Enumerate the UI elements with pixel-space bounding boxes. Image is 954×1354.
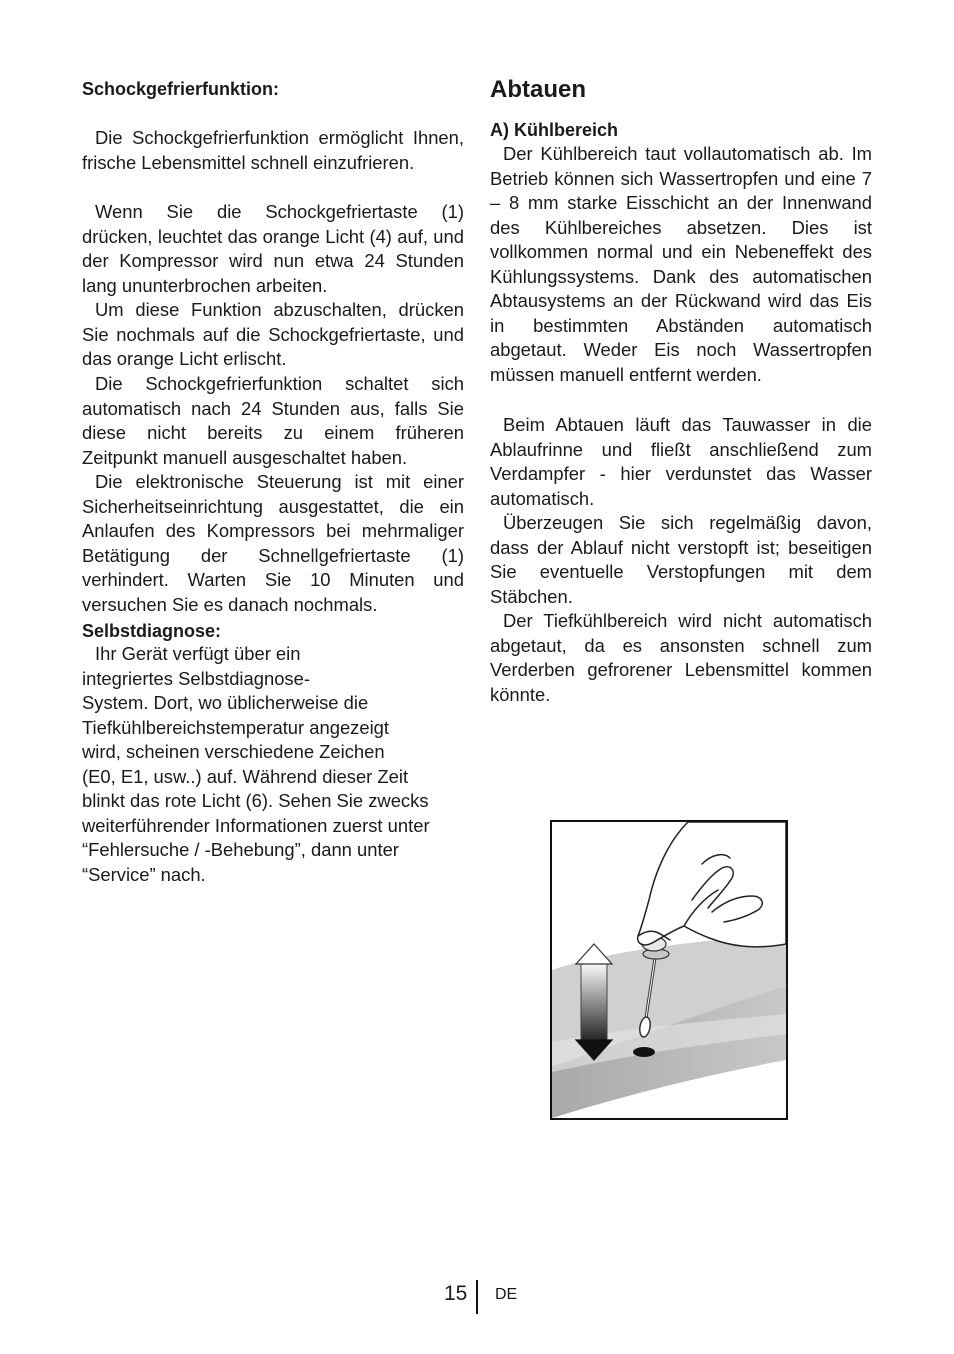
compressor-safety-note: Die elektronische Steuerung ist mit einer Sicherheitseinrichtung ausgestattet, die ein Anlaufen des Kompressors bei mehrmaliger Betätigung der Schnellgefriertaste (1) verhindert. Warten Sie 10 Minuten und versuchen Sie es danach nochmals. xyxy=(82,471,464,615)
text-line: Tiefkühlbereichstemperatur angezeigt xyxy=(82,716,390,738)
drain-check-paragraph: Überzeugen Sie sich regelmäßig davon, dass der Ablauf nicht verstopft ist; beseitigen Sie eventuelle Verstopfungen mit dem Stäbchen. xyxy=(490,512,872,607)
quick-freeze-auto-off: Die Schockgefrierfunktion schaltet sich automatisch nach 24 Stunden aus, falls Sie diese nicht bereits zu einem früheren Zeitpunkt manuell ausgeschaltet haben. xyxy=(82,373,464,468)
text-line: wird, scheinen verschiedene Zeichen xyxy=(82,741,385,763)
language-label: DE xyxy=(495,1286,518,1303)
freezer-note-paragraph: Der Tiefkühlbereich wird nicht automatisch abgetaut, da es ansonsten schnell zum Verderben gefrorener Lebensmittel kommen könnte. xyxy=(490,610,872,705)
page-number: 15 xyxy=(444,1282,468,1305)
text-line: weiterführender Informationen zuerst unter xyxy=(82,814,430,836)
illustration-svg xyxy=(552,822,786,1118)
page-footer xyxy=(0,1280,954,1314)
hand-icon xyxy=(638,822,786,947)
text-line: integriertes Selbstdiagnose- xyxy=(82,667,310,689)
text-line: (E0, E1, usw..) auf. Während dieser Zeit xyxy=(82,765,409,787)
text-line: “Fehlersuche / -Behebung”, dann unter xyxy=(82,839,399,861)
self-diagnosis-heading: Selbstdiagnose: xyxy=(82,621,222,641)
quick-freeze-heading: Schockgefrierfunktion: xyxy=(82,79,280,99)
defrosting-heading: Abtauen xyxy=(490,76,586,103)
text-line: Ihr Gerät verfügt über ein xyxy=(95,643,301,664)
text-line: blinkt das rote Licht (6). Sehen Sie zwecks xyxy=(82,790,429,812)
text-line: System. Dort, wo üblicherweise die xyxy=(82,692,369,714)
text-line: “Service” nach. xyxy=(82,863,206,885)
quick-freeze-activate: Wenn Sie die Schockgefriertaste (1) drücken, leuchtet das orange Licht (4) auf, und der Kompressor wird nun etwa 24 Stunden lang ununterbrochen arbeiten. xyxy=(82,201,464,296)
self-diagnosis-paragraph xyxy=(82,642,464,887)
quick-freeze-deactivate: Um diese Funktion abzuschalten, drücken Sie nochmals auf die Schockgefriertaste, und das orange Licht erlischt. xyxy=(82,299,464,370)
meltwater-paragraph: Beim Abtauen läuft das Tauwasser in die Ablaufrinne und fließt anschließend zum Verdampfer - hier verdunstet das Wasser automatisch. xyxy=(490,414,872,509)
footer-divider xyxy=(476,1280,478,1314)
fridge-section-heading: A) Kühlbereich xyxy=(490,120,619,140)
quick-freeze-intro: Die Schockgefrierfunktion ermöglicht Ihnen, frische Lebensmittel schnell einzufrieren. xyxy=(82,127,464,173)
drain-hole-icon xyxy=(633,1047,655,1057)
up-down-arrow-icon xyxy=(576,944,612,1060)
auto-defrost-paragraph: Der Kühlbereich taut vollautomatisch ab. Im Betrieb können sich Wassertropfen und eine 7 – 8 mm starke Eisschicht an der Innenwand des Kühlbereiches absetzen. Dies ist vollkommen normal und ein Nebeneffekt des Kühlungssystems. Dank des automatischen Abtausystems an der Rückwand wird das Eis in bestimmten Abständen automatisch abgetaut. Weder Eis noch Wassertropfen müssen manuell entfernt werden. xyxy=(490,143,872,385)
drain-cleaning-illustration xyxy=(550,820,788,1120)
